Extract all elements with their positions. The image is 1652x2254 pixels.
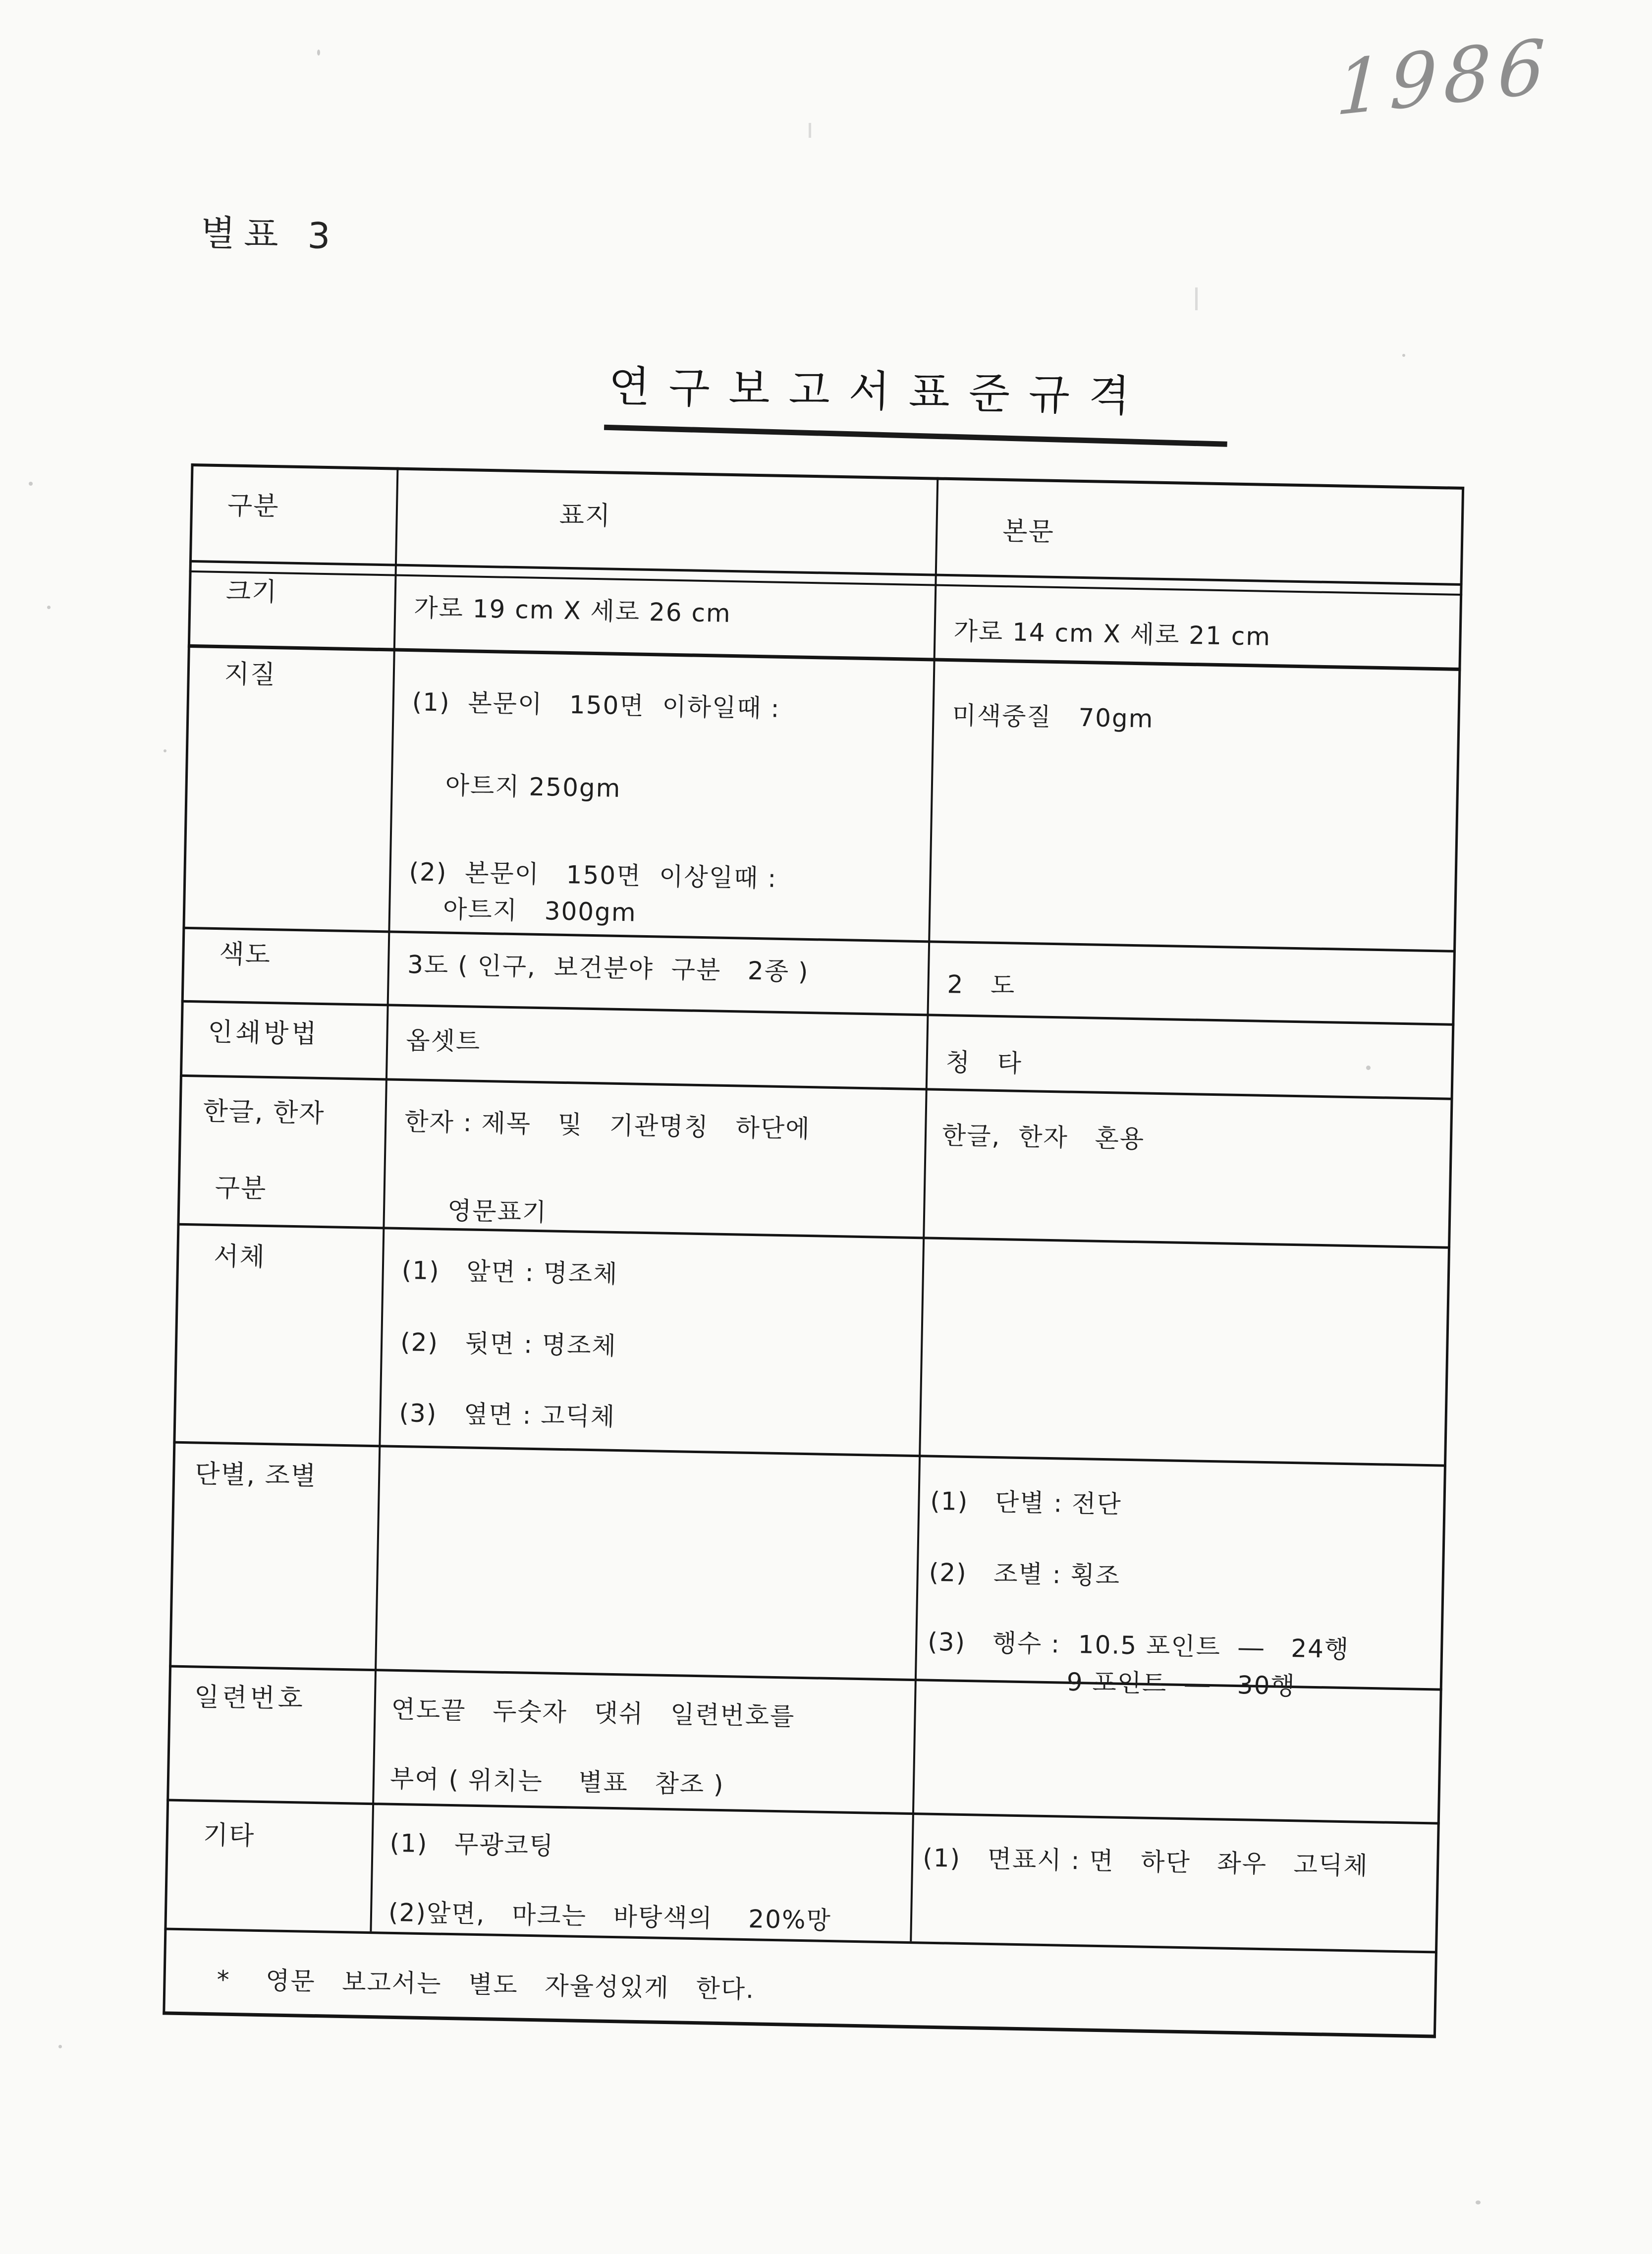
title-underline [604, 425, 1227, 447]
row-label-hangul-hanja-line2: 구분 [215, 1173, 267, 1204]
row-label-printing: 인쇄방법 [208, 1017, 320, 1049]
cell-paper-cover-line4: 아트지 300gm [442, 895, 637, 927]
handwritten-year-annotation: 1986 [1334, 23, 1553, 133]
cell-serial-line2: 부여 ( 위치는 별표 참조 ) [389, 1764, 725, 1800]
document-title: 연구보고서표준규격 [608, 362, 1149, 422]
attachment-label: 별표 3 [200, 212, 340, 257]
cell-misc-cover-line1: (1) 무광코팅 [389, 1828, 554, 1860]
row-label-paper: 지질 [224, 659, 276, 690]
cell-paper-body: 미색중질 70gm [952, 701, 1154, 733]
cell-size-body: 가로 14 cm X 세로 21 cm [953, 617, 1271, 651]
cell-hanja-cover-line1: 한자 : 제목 및 기관명칭 하단에 [404, 1107, 811, 1144]
noise-speck [1402, 354, 1405, 357]
noise-speck [317, 50, 320, 56]
spec-table [163, 463, 1464, 2038]
cell-columns-body-line2: (2) 조별 : 횡조 [929, 1558, 1121, 1590]
table-divider-col2 [910, 477, 938, 1942]
header-body: 본문 [1002, 516, 1055, 547]
noise-speck [29, 482, 33, 486]
cell-printing-body: 청 타 [945, 1048, 1023, 1078]
cell-hanja-body: 한글, 한자 혼용 [941, 1121, 1145, 1154]
cell-typeface-line1: (1) 앞면 : 명조체 [401, 1256, 618, 1289]
table-rule [166, 1799, 1440, 1825]
cell-columns-body-line3: (3) 행수 : 10.5 포인트 ― 24행 [927, 1627, 1350, 1664]
table-rule-header-2 [189, 570, 1463, 596]
row-label-typeface: 서체 [213, 1241, 266, 1272]
header-cover: 표지 [559, 500, 611, 531]
row-label-columns: 단별, 조별 [194, 1459, 317, 1491]
table-rule [181, 1000, 1455, 1026]
noise-speck [47, 606, 51, 609]
table-rule [180, 1074, 1453, 1100]
header-category: 구분 [227, 491, 280, 522]
document-body [162, 344, 1482, 2078]
cell-columns-body-line4: 9 포인트 ― 30행 [1066, 1667, 1296, 1701]
table-border-left [163, 463, 193, 2015]
table-border-top [191, 463, 1464, 490]
cell-misc-body: (1) 면표시 : 면 하단 좌우 고딕체 [922, 1843, 1369, 1880]
cell-printing-cover: 옵셋트 [405, 1026, 481, 1056]
cell-colors-cover: 3도 ( 인구, 보건분야 구분 2종 ) [407, 950, 810, 986]
table-footnote: * 영문 보고서는 별도 자율성있게 한다. [217, 1965, 755, 2004]
row-label-size: 크기 [225, 576, 278, 608]
cell-size-cover: 가로 19 cm X 세로 26 cm [413, 593, 732, 628]
cell-columns-body-line1: (1) 단별 : 전단 [930, 1486, 1122, 1519]
cell-paper-cover-line1: (1) 본문이 150면 이하일때 : [412, 687, 780, 723]
cell-typeface-line2: (2) 뒷면 : 명조체 [400, 1328, 617, 1360]
row-label-misc: 기타 [203, 1820, 255, 1851]
cell-colors-body: 2 도 [947, 970, 1016, 1000]
cell-hanja-cover-line2: 영문표기 [447, 1196, 548, 1227]
cell-paper-cover-line2: 아트지 250gm [445, 771, 621, 803]
row-label-serial: 일련번호 [194, 1682, 306, 1714]
noise-streak [1195, 287, 1198, 310]
table-rule [182, 927, 1456, 953]
table-border-bottom [163, 2011, 1436, 2038]
cell-misc-cover-line2: (2)앞면, 마크는 바탕색의 20%망 [388, 1898, 832, 1935]
table-border-right [1433, 487, 1464, 2038]
table-rule [173, 1441, 1446, 1467]
row-label-colors: 색도 [219, 939, 272, 970]
table-rule [177, 1223, 1450, 1249]
noise-speck [58, 2045, 62, 2048]
noise-speck [1476, 2200, 1481, 2204]
noise-speck [164, 749, 166, 752]
cell-serial-line1: 연도끝 두숫자 댓쉬 일련번호를 [391, 1694, 795, 1731]
cell-paper-cover-line3: (2) 본문이 150면 이상일때 : [409, 857, 777, 893]
row-label-hangul-hanja: 한글, 한자 [203, 1096, 326, 1129]
noise-streak [809, 123, 811, 138]
cell-typeface-line3: (3) 옆면 : 고딕체 [399, 1398, 616, 1431]
